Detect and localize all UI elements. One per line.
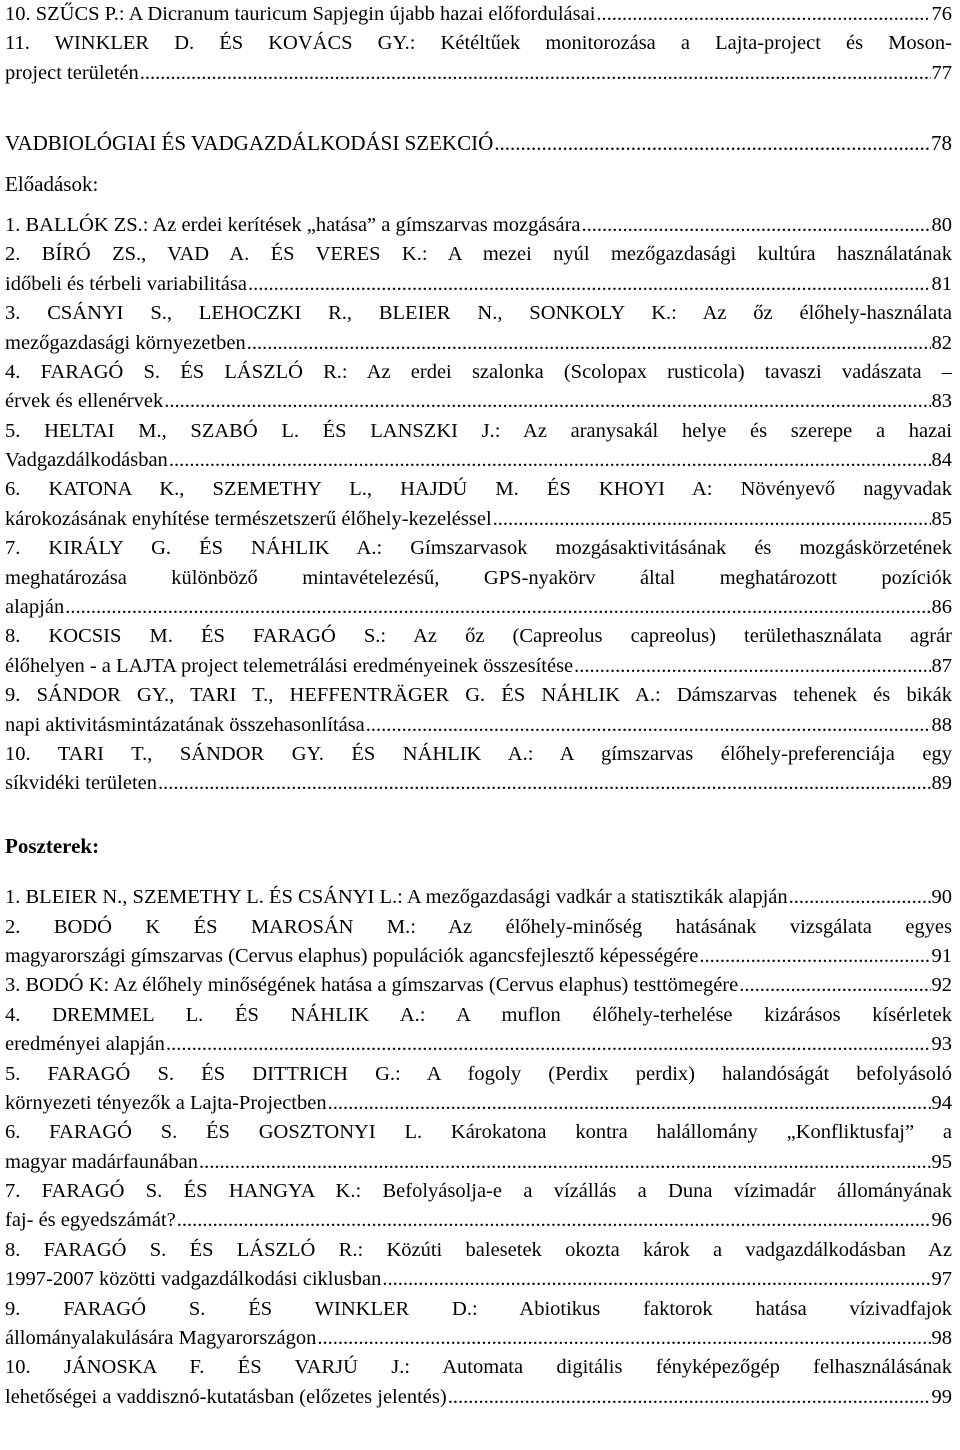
toc-entry-line [5,942,952,971]
toc-entry-line [5,1353,952,1382]
toc-entry-line [5,883,952,912]
toc-entry-line [5,1265,952,1294]
toc-entry [5,681,952,740]
toc-entry-line [5,593,952,622]
toc-entry-line [5,270,952,299]
leader-dots [317,1324,930,1353]
toc-top-entries [5,0,952,88]
toc-page-number: 85 [931,507,952,530]
toc-page-number: 98 [931,1327,952,1350]
lectures-list [5,211,952,799]
toc-entry-text: 3. CSÁNYI S., LEHOCZKI R., BLEIER N., SONKOLY K.: Az őz élőhely-használata [5,302,952,325]
toc-entry [5,913,952,972]
toc-entry-text: 4. FARAGÓ S. ÉS LÁSZLÓ R.: Az erdei szalonka (Scolopax rusticola) tavaszi vadászata – [5,360,952,383]
toc-entry [5,299,952,358]
toc-entry-line [5,387,952,416]
toc-entry-text: magyar madárfaunában [5,1150,198,1173]
toc-page-number: 84 [931,449,952,472]
toc-entry-text: 2. BÍRÓ ZS., VAD A. ÉS VERES K.: A mezei nyúl mezőgazdasági kultúra használatának [5,243,952,266]
leader-dots [199,1148,931,1177]
toc-entry-text: 10. TARI T., SÁNDOR GY. ÉS NÁHLIK A.: A gímszarvas élőhely-preferenciája egy [5,742,952,765]
leader-dots [493,505,931,534]
toc-entry-line [5,1177,952,1206]
leader-dots [328,1089,931,1118]
toc-entry-text: 4. DREMMEL L. ÉS NÁHLIK A.: A muflon élőhely-terhelése kizárásos kísérletek [5,1003,952,1026]
toc-entry-line [5,622,952,651]
toc-entry-line [5,1236,952,1265]
toc-entry-text: 11. WINKLER D. ÉS KOVÁCS GY.: Kétéltűek monitorozása a Lajta-project és Moson- [5,32,952,55]
toc-entry-text: eredményei alapján [5,1033,165,1056]
toc-page-number: 82 [931,331,952,354]
toc-entry [5,622,952,681]
toc-entry-text: 7. KIRÁLY G. ÉS NÁHLIK A.: Gímszarvasok mozgásaktivitásának és mozgáskörzetének [5,537,952,560]
toc-page-number: 95 [931,1150,952,1173]
toc-entry [5,1001,952,1060]
toc-entry-text: környezeti tényezők a Lajta-Projectben [5,1091,327,1114]
toc-entry [5,1177,952,1236]
toc-page-number: 91 [931,944,952,967]
toc-entry-line [5,681,952,710]
toc-page-number: 97 [931,1268,952,1291]
toc-entry-text: 8. KOCSIS M. ÉS FARAGÓ S.: Az őz (Capreolus capreolus) területhasználata agrár [5,625,952,648]
leader-dots [574,652,930,681]
toc-entry-line [5,1324,952,1353]
toc-page-number: 87 [931,654,952,677]
toc-entry-text: 9. SÁNDOR GY., TARI T., HEFFENTRÄGER G. ÉS NÁHLIK A.: Dámszarvas tehenek és bikák [5,684,952,707]
toc-entry-text: 3. BODÓ K: Az élőhely minőségének hatása a gímszarvas (Cervus elaphus) testtömegére [5,974,739,997]
toc-entry-text: 8. FARAGÓ S. ÉS LÁSZLÓ R.: Közúti balesetek okozta károk a vadgazdálkodásban Az [5,1238,952,1261]
toc-entry [5,417,952,476]
leader-dots [382,1265,930,1294]
toc-entry-line [5,211,952,240]
toc-entry-text: síkvidéki területen [5,772,157,795]
toc-entry-text: 1997-2007 közötti vadgazdálkodási ciklusban [5,1268,382,1291]
toc-page-number: 77 [931,61,952,84]
toc-entry-line [5,475,952,504]
toc-page-number: 89 [931,772,952,795]
leader-dots [158,769,931,798]
leader-dots [248,270,931,299]
toc-page-number: 80 [931,213,952,236]
toc-entry-line [5,329,952,358]
toc-entry-line [5,913,952,942]
toc-entry-text: 1. BALLÓK ZS.: Az erdei kerítések „hatása” a gímszarvas mozgására [5,213,581,236]
lectures-heading-text: Előadások: [5,171,99,196]
toc-page-number: 90 [931,886,952,909]
toc-entry-text: 5. FARAGÓ S. ÉS DITTRICH G.: A fogoly (Perdix perdix) halandóságát befolyásoló [5,1062,952,1085]
leader-dots [739,971,930,1000]
toc-page-number: 88 [931,713,952,736]
toc-entry-text: magyarországi gímszarvas (Cervus elaphus) populációk agancsfejlesztő képességére [5,944,699,967]
toc-entry [5,358,952,417]
leader-dots [789,883,931,912]
toc-entry-line [5,652,952,681]
toc-entry-text: lehetőségei a vaddisznó-kutatásban (előzetes jelentés) [5,1385,447,1408]
toc-entry-line [5,1206,952,1235]
toc-entry-text: 10. JÁNOSKA F. ÉS VARJÚ J.: Automata digitális fényképezőgép felhasználásának [5,1356,952,1379]
toc-entry-text: 9. FARAGÓ S. ÉS WINKLER D.: Abiotikus faktorok hatása vízivadfajok [5,1297,952,1320]
toc-entry [5,534,952,622]
toc-entry [5,29,952,88]
lectures-heading [5,170,952,199]
leader-dots [169,446,931,475]
leader-dots [448,1383,931,1412]
toc-entry-line [5,1383,952,1412]
toc-entry-text: Vadgazdálkodásban [5,449,168,472]
toc-entry-line [5,1060,952,1089]
toc-entry-line [5,59,952,88]
toc-page-number: 81 [931,272,952,295]
toc-page-number: 93 [931,1033,952,1056]
toc-entry [5,1060,952,1119]
toc-entry-line [5,1030,952,1059]
toc-entry-text: károkozásának enyhítése természetszerű élőhely-kezeléssel [5,507,492,530]
toc-entry-line [5,1001,952,1030]
toc-entry-line [5,299,952,328]
leader-dots [247,329,931,358]
toc-entry-text: 5. HELTAI M., SZABÓ L. ÉS LANSZKI J.: Az aranysakál helye és szerepe a hazai [5,419,952,442]
leader-dots [699,942,930,971]
toc-entry-text: 7. FARAGÓ S. ÉS HANGYA K.: Befolyásolja-e a vízállás a Duna vízimadár állományának [5,1180,952,1203]
toc-page-number: 99 [931,1385,952,1408]
leader-dots [164,387,930,416]
toc-entry [5,971,952,1000]
toc-entry-line [5,1295,952,1324]
toc-entry-text: időbeli és térbeli variabilitása [5,272,247,295]
toc-entry-line [5,505,952,534]
leader-dots [65,593,930,622]
toc-page-number: 83 [931,390,952,413]
toc-entry [5,0,952,29]
leader-dots [582,211,931,240]
toc-entry-line [5,564,952,593]
toc-entry-text: meghatározása különböző mintavételezésű, GPS-nyakörv által meghatározott pozíciók [5,566,952,589]
leader-dots [494,129,930,158]
toc-entry-line [5,1148,952,1177]
toc-entry [5,1295,952,1354]
toc-entry-text: project területén [5,61,139,84]
toc-entry-text: napi aktivitásmintázatának összehasonlítása [5,713,365,736]
toc-entry-text: 1. BLEIER N., SZEMETHY L. ÉS CSÁNYI L.: A mezőgazdasági vadkár a statisztikák alapján [5,886,788,909]
posters-list [5,883,952,1412]
leader-dots [366,711,931,740]
toc-entry-text: érvek és ellenérvek [5,390,164,413]
toc-entry-line [5,1089,952,1118]
toc-entry [5,1236,952,1295]
toc-entry-line [5,534,952,563]
toc-entry-line [5,1118,952,1147]
toc-page-number: 76 [931,3,952,25]
toc-entry-text: 6. KATONA K., SZEMETHY L., HAJDÚ M. ÉS KHOYI A: Növényevő nagyvadak [5,478,952,501]
toc-page-number: 94 [931,1091,952,1114]
toc-entry [5,1118,952,1177]
toc-entry-text: 6. FARAGÓ S. ÉS GOSZTONYI L. Károkatona kontra halállomány „Konfliktusfaj” a [5,1121,952,1144]
toc-entry [5,1353,952,1412]
toc-entry-text: 2. BODÓ K ÉS MAROSÁN M.: Az élőhely-minőség hatásának vizsgálata egyes [5,915,952,938]
posters-heading-text: Poszterek: [5,833,100,858]
leader-dots [177,1206,931,1235]
toc-entry-line [5,29,952,58]
toc-entry [5,240,952,299]
toc-entry-line [5,740,952,769]
leader-dots [166,1030,931,1059]
toc-entry-line [5,240,952,269]
toc-page-number: 92 [931,974,952,997]
toc-page-number: 96 [931,1209,952,1232]
toc-entry [5,475,952,534]
toc-entry-line [5,0,952,29]
leader-dots [140,59,931,88]
toc-entry [5,740,952,799]
posters-heading [5,832,952,861]
section-page-number: 78 [931,131,952,156]
toc-entry-text: mezőgazdasági környezetben [5,331,246,354]
leader-dots [596,0,930,29]
toc-entry [5,883,952,912]
toc-entry-text: faj- és egyedszámát? [5,1209,176,1232]
toc-entry-text: állományalakulására Magyarországon [5,1327,317,1350]
toc-entry-line [5,446,952,475]
toc-page-number: 86 [931,596,952,619]
toc-entry-line [5,711,952,740]
section-title: VADBIOLÓGIAI ÉS VADGAZDÁLKODÁSI SZEKCIÓ [5,131,494,156]
toc-entry-text: 10. SZŰCS P.: A Dicranum tauricum Sapjegin újabb hazai előfordulásai [5,3,596,25]
toc-entry-line [5,971,952,1000]
toc-entry-line [5,358,952,387]
toc-entry-text: alapján [5,596,65,619]
toc-entry-line [5,417,952,446]
section-title-line [5,129,952,158]
toc-entry-text: élőhelyen - a LAJTA project telemetrálási eredményeinek összesítése [5,654,574,677]
toc-entry-line [5,769,952,798]
toc-entry [5,211,952,240]
